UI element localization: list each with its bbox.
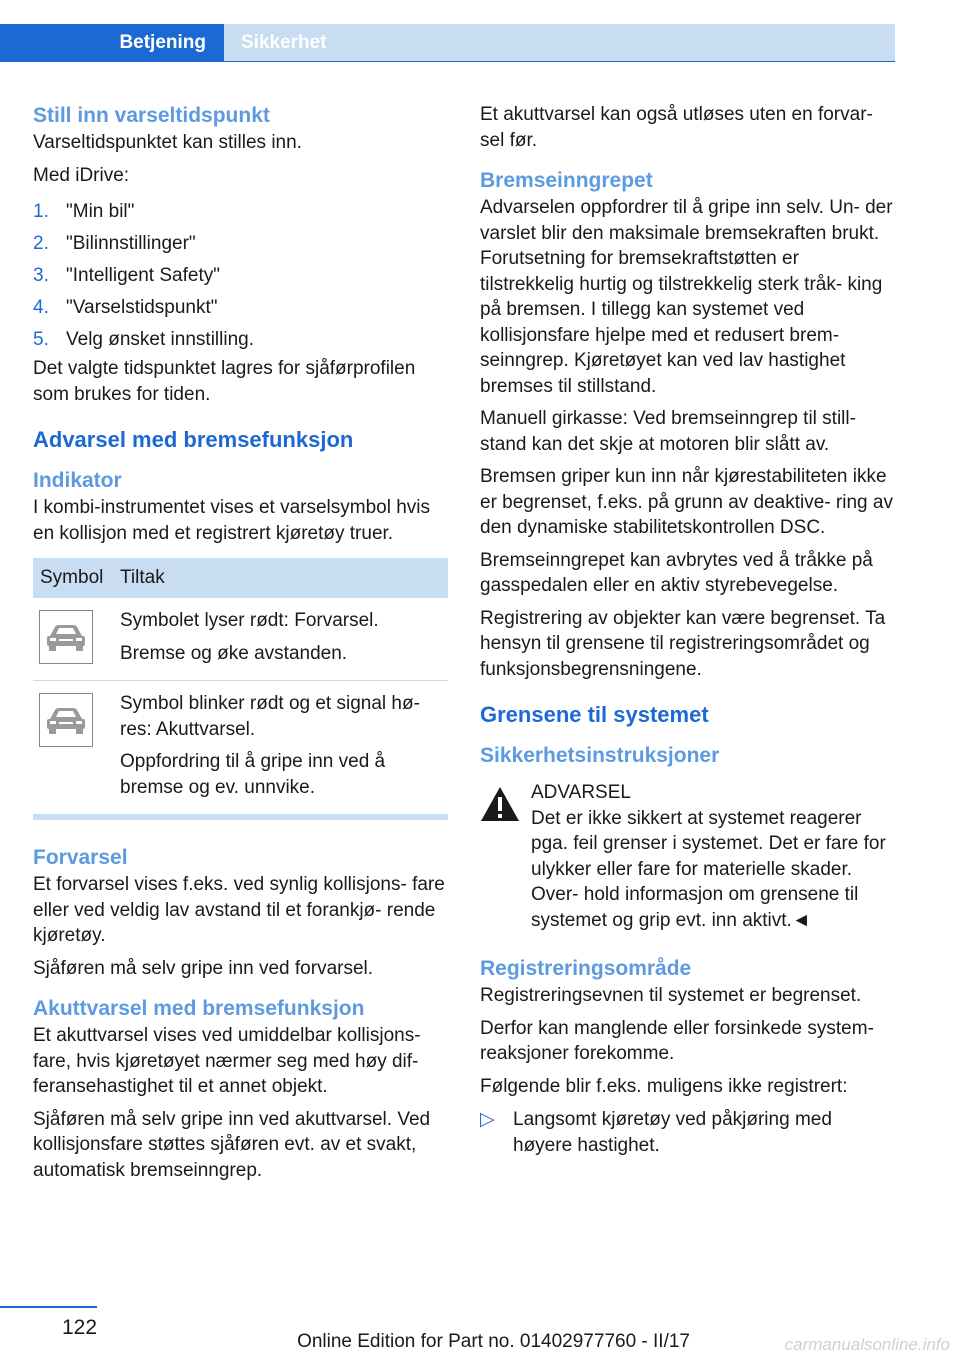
paragraph-forvarsel-2: Sjåføren må selv gripe inn ved forvarsel. <box>33 957 374 979</box>
list-item <box>33 228 448 260</box>
car-warning-icon <box>39 693 93 747</box>
warning-title: ADVARSEL <box>531 782 631 803</box>
warning-block <box>480 780 895 933</box>
step-text: Velg ønsket innstilling. <box>66 329 254 350</box>
page-number-rule <box>0 1306 97 1308</box>
warning-text: Det er ikke sikkert at systemet reagerer pga. feil grenser i systemet. Det er fare for ulykker eller fare for materielle skader. Over‐ hold informasjon om grensene til systemet og grip evt. inn aktivt.◄ <box>531 807 886 931</box>
paragraph-akutt-2: Sjåføren må selv gripe inn ved akuttvarsel. Ved kollisjonsfare støttes sjåføren evt. av et svakt, automatisk bremseinngrep. <box>33 1108 431 1181</box>
table-header-tiltak: Tiltak <box>113 558 448 598</box>
step-text: "Min bil" <box>66 201 135 222</box>
symbol-cell <box>33 598 113 681</box>
edition-note: Online Edition for Part no. 01402977760 - II/17 <box>297 1331 690 1352</box>
table-bottom-rule <box>33 815 448 820</box>
paragraph-reg-3: Følgende blir f.eks. muligens ikke registrert: <box>480 1075 848 1097</box>
tiltak-line: Symbolet lyser rødt: Forvarsel. <box>120 610 379 631</box>
triangle-bullet-icon: ▷ <box>480 1109 495 1130</box>
step-number: 1. <box>33 201 49 222</box>
warning-triangle-icon <box>480 786 520 822</box>
table-row <box>33 598 448 681</box>
heading-grensene-til-systemet: Grensene til systemet <box>480 702 709 727</box>
heading-sikkerhetsinstruksjoner: Sikkerhetsinstruksjoner <box>480 744 720 767</box>
step-number: 3. <box>33 265 49 286</box>
heading-advarsel-med-bremsefunksjon: Advarsel med bremsefunksjon <box>33 427 354 452</box>
table-row <box>33 681 448 815</box>
paragraph-reg-2: Derfor kan manglende eller forsinkede system‐ reaksjoner forekomme. <box>480 1017 874 1064</box>
paragraph-akutt-1: Et akuttvarsel vises ved umiddelbar kollisjons‐ fare, hvis kjøretøyet nærmer seg med høy dif‐ feransehastighet til et annet objekt. <box>33 1025 421 1097</box>
symbol-cell <box>33 681 113 815</box>
heading-forvarsel: Forvarsel <box>33 846 128 869</box>
watermark: carmanualsonline.info <box>784 1335 950 1354</box>
idrive-steps-list <box>33 196 448 356</box>
table-header-symbol: Symbol <box>33 558 113 598</box>
tab-betjening[interactable]: Betjening <box>0 24 224 61</box>
tiltak-line: Symbol blinker rødt og et signal hø‐ res: Akuttvarsel. <box>120 693 420 740</box>
paragraph-bremse-1: Advarselen oppfordrer til å gripe inn selv. Un‐ der varslet blir den maksimale bremsekraften brukt. Forutsetning for bremsekraftstøtten er tilstrekkelig hurtig og tilstrekkelig sterk tråk‐ king på bremsen. I tillegg kan systemet ved kollisjonsfare hjelpe med et redusert brem‐ seinngrep. Kjøretøyet kan ved lav hastighet bremses til stillstand. <box>480 197 893 397</box>
step-text: "Intelligent Safety" <box>66 265 220 286</box>
heading-bremseinngrepet: Bremseinngrepet <box>480 169 653 192</box>
page-number: 122 <box>62 1316 98 1339</box>
paragraph-varseltidspunkt: Varseltidspunktet kan stilles inn. <box>33 132 302 153</box>
heading-indikator: Indikator <box>33 469 122 492</box>
list-item <box>33 260 448 292</box>
right-column <box>480 102 895 1158</box>
step-text: "Bilinnstillinger" <box>66 233 196 254</box>
paragraph-reg-1: Registreringsevnen til systemet er begrenset. <box>480 985 862 1006</box>
left-column <box>33 102 448 1183</box>
header-divider <box>0 61 895 62</box>
tiltak-line: Oppfordring til å gripe inn ved å bremse og ev. unnvike. <box>120 751 386 798</box>
step-number: 2. <box>33 233 49 254</box>
list-item <box>33 292 448 324</box>
paragraph-med-idrive: Med iDrive: <box>33 164 130 186</box>
paragraph-bremse-2: Manuell girkasse: Ved bremseinngrep til still‐ stand kan det skje at motoren blir slått av. <box>480 408 856 455</box>
paragraph-lagres: Det valgte tidspunktet lagres for sjåførprofilen som brukes for tiden. <box>33 358 416 405</box>
step-number: 5. <box>33 329 49 350</box>
heading-registreringsomrade: Registreringsområde <box>480 957 692 980</box>
step-text: "Varselstidspunkt" <box>66 297 218 318</box>
symbol-table <box>33 558 448 815</box>
list-item <box>33 324 448 356</box>
heading-still-inn-varseltidspunkt: Still inn varseltidspunkt <box>33 104 270 127</box>
step-number: 4. <box>33 297 49 318</box>
list-item <box>33 196 448 228</box>
paragraph-indikator: I kombi-instrumentet vises et varselsymbol hvis en kollisjon med et registrert kjøretøy truer. <box>33 497 431 544</box>
registration-bullets <box>480 1107 895 1158</box>
tiltak-cell <box>113 598 448 681</box>
header-bar <box>0 0 895 62</box>
heading-akuttvarsel: Akuttvarsel med bremsefunksjon <box>33 997 365 1020</box>
paragraph-forvarsel-1: Et forvarsel vises f.eks. ved synlig kollisjons‐ fare eller ved veldig lav avstand til et forankjø‐ rende kjøretøy. <box>33 874 445 946</box>
paragraph-bremse-3: Bremsen griper kun inn når kjørestabiliteten ikke er begrenset, f.eks. på grunn av deaktive‐ ring av den dynamiske stabilitetskontrollen DSC. <box>480 466 893 538</box>
paragraph-akutt-3: Et akuttvarsel kan også utløses uten en forvar‐ sel før. <box>480 104 873 151</box>
list-item <box>480 1107 895 1158</box>
paragraph-bremse-4: Bremseinngrepet kan avbrytes ved å tråkke på gasspedalen eller en aktiv styrebevegelse. <box>480 549 873 596</box>
paragraph-bremse-5: Registrering av objekter kan være begrenset. Ta hensyn til grensene til registreringsområdet og funksjonsbegrensningene. <box>480 607 886 680</box>
tab-sikkerhet[interactable]: Sikkerhet <box>224 24 895 61</box>
car-warning-icon <box>39 610 93 664</box>
tiltak-cell <box>113 681 448 815</box>
tiltak-line: Bremse og øke avstanden. <box>120 642 348 664</box>
bullet-text: Langsomt kjøretøy ved påkjøring med høyere hastighet. <box>513 1109 832 1156</box>
